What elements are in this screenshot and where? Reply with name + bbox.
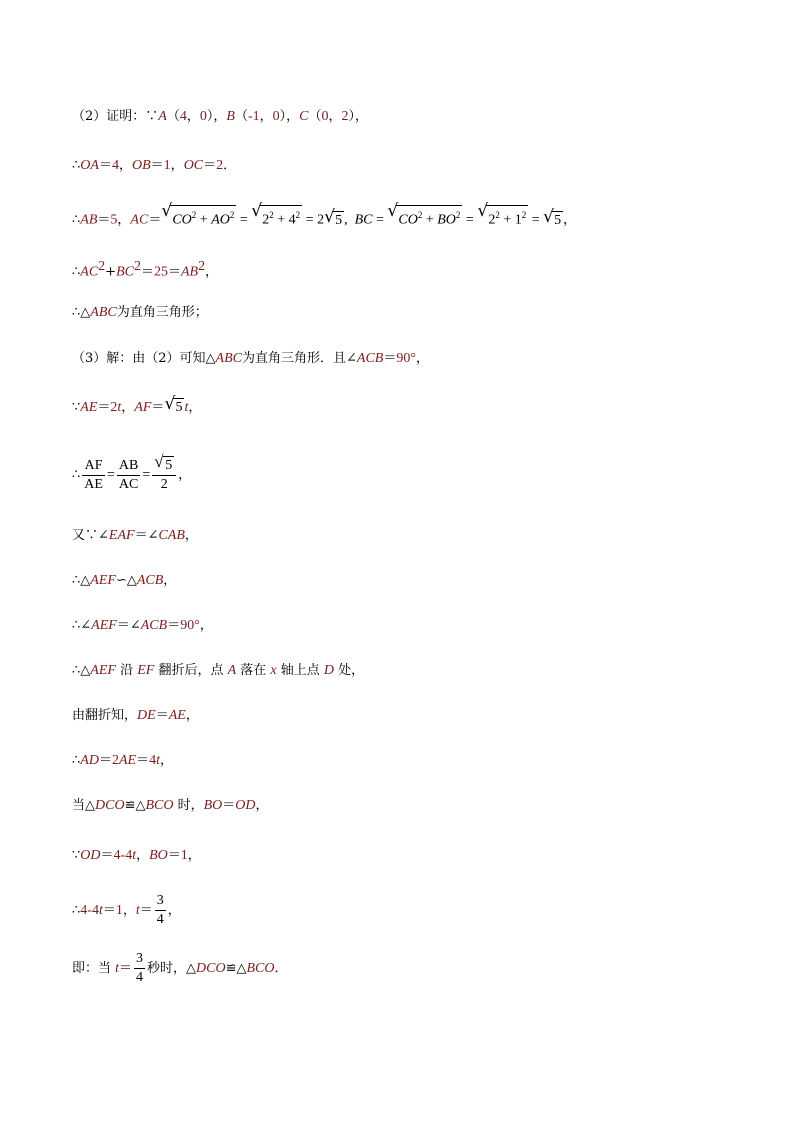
solution-line-13: 由翻折知，DE＝AE，: [72, 708, 199, 723]
solution-line-8: ∴ $\frac{AF}{AE}$ = $\frac{AB}{AC}$ = √ 5 2 ，: [72, 452, 192, 492]
solution-line-9: 又∵∠EAF＝∠CAB，: [72, 528, 198, 543]
solution-line-5: ∴△ABC为直角三角形；: [72, 305, 208, 320]
solution-line-14: ∴AD＝2AE＝4t，: [72, 753, 173, 768]
solution-line-17: ∴4-4t＝1，t＝ $\frac{3}{4}$ ，: [72, 893, 181, 927]
solution-line-7: ∵AE＝2t，AF＝ √ 5 t，: [72, 394, 202, 415]
solution-line-10: ∴△AEF∽△ACB，: [72, 573, 177, 588]
solution-line-12: ∴△AEF 沿 EF 翻折后，点 A 落在 x 轴上点 D 处，: [72, 663, 365, 678]
solution-line-15: 当△DCO≌△BCO 时，BO＝OD，: [72, 798, 269, 813]
solution-line-6: （3）解：由（2）可知△ABC为直角三角形．且∠ACB＝90°，: [72, 351, 429, 366]
solution-line-1: （2）证明：∵A（4，0），B（-1，0），C（0，2），: [72, 109, 369, 124]
solution-line-16: ∵OD＝4-4t，BO＝1，: [72, 848, 201, 863]
solution-line-18: 即：当 t＝ $\frac{3}{4}$ 秒时，△DCO≌△BCO．: [72, 951, 288, 985]
solution-line-4: $\therefore AC^2+BC^2=25=AB^2$，: [72, 259, 219, 280]
solution-line-3: ∴AB＝5，AC＝ √ $CO^2 + AO^2$ = √ $2^2 + 4^2 = 2$ √ 5 , BC = √ $CO^2 + BO^2$ = √ $2^2 + 1^2$ = √ 5 ，: [72, 201, 577, 228]
solution-line-11: ∴∠AEF＝∠ACB＝90°，: [72, 618, 213, 633]
solution-line-2: ∴OA＝4，OB＝1，OC＝2．: [72, 158, 237, 173]
